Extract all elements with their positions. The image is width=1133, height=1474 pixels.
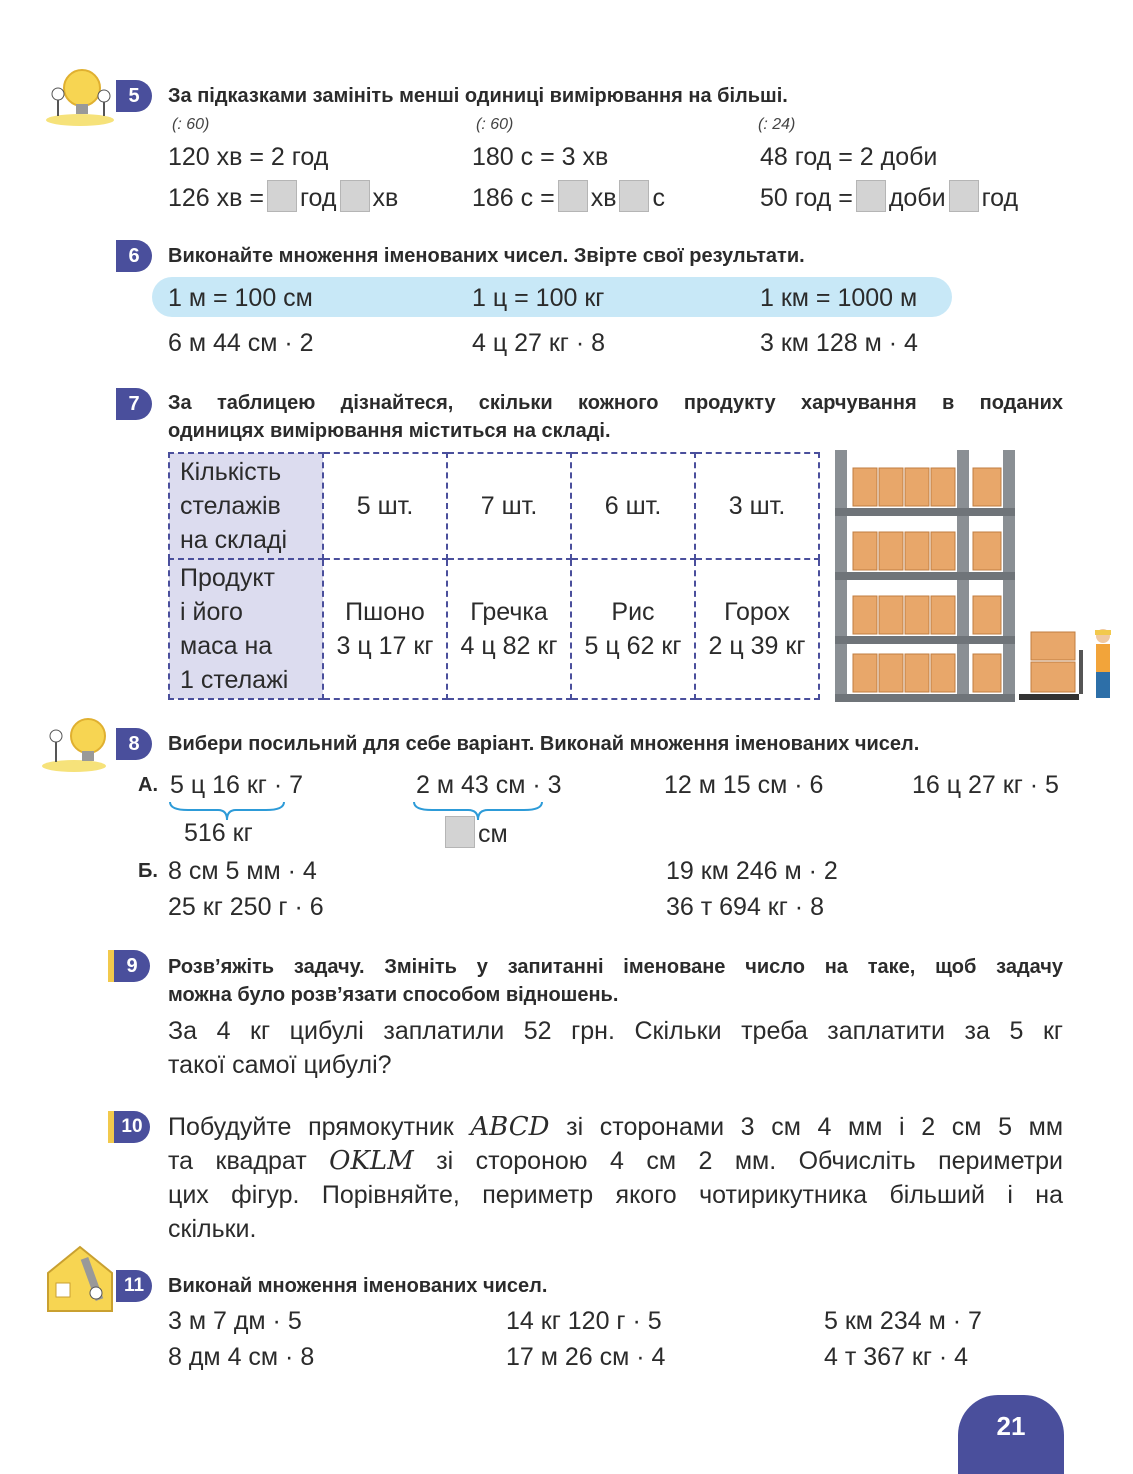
table-cell: 6 шт. <box>571 453 695 559</box>
equation: 48 год = 2 доби <box>760 143 938 171</box>
equation-part: 186 с = <box>472 184 555 212</box>
multiplication-task: 3 м 7 дм · 5 <box>168 1307 302 1335</box>
exercise-instruction: Вибери посильний для себе варіант. Виконай множення іменованих чисел. <box>168 733 920 755</box>
multiplication-task: 19 км 246 м · 2 <box>666 857 838 885</box>
equation-with-blanks <box>168 180 398 215</box>
instruction-line: Розв’яжіть задачу. Змініть у запитанні іменоване число на таке, щоб задачу <box>168 956 1063 978</box>
lightbulb-icon <box>40 714 112 777</box>
exercise-number-badge: 11 <box>116 1270 152 1302</box>
instruction-line: одиницях вимірювання міститься на складі. <box>168 420 611 442</box>
house-pencil-icon <box>44 1243 116 1318</box>
table-cell: 5 шт. <box>323 453 447 559</box>
instruction-line: можна було розв’язати способом відношень. <box>168 984 619 1006</box>
math-label: ABCD <box>470 1112 550 1142</box>
hint-label: (: 60) <box>476 116 514 133</box>
hint-label: (: 24) <box>758 116 796 133</box>
multiplication-task: 8 дм 4 см · 8 <box>168 1343 315 1371</box>
table-cell: Гречка 4 ц 82 кг <box>447 559 571 699</box>
multiplication-task: 14 кг 120 г · 5 <box>506 1307 662 1335</box>
exercise-instruction: Виконайте множення іменованих чисел. Звірте свої результати. <box>168 245 805 267</box>
equation-part: 126 хв = <box>168 184 264 212</box>
unit-label: см <box>478 820 508 848</box>
conversion-fact: 1 м = 100 см <box>168 284 313 312</box>
equation-part: 50 год = <box>760 184 853 212</box>
equation-with-blanks <box>760 180 1018 215</box>
lightbulb-icon <box>44 66 116 131</box>
answer-box[interactable] <box>267 180 297 212</box>
partial-result: 516 кг <box>184 819 253 847</box>
table-cell: Пшоно 3 ц 17 кг <box>323 559 447 699</box>
variant-label: Б. <box>138 860 158 882</box>
table-row-header: Кількість стелажів на складі <box>169 453 323 559</box>
multiplication-task: 3 км 128 м · 4 <box>760 329 918 357</box>
multiplication-task: 8 см 5 мм · 4 <box>168 857 317 885</box>
exercise-instruction <box>168 389 1063 445</box>
unit-label: год <box>299 184 337 212</box>
problem-text: Побудуйте прямокутник ABCD зі сторонами 3 см 4 мм і 2 см 5 мм та квадрат OKLM зі стороною 4 см 2 мм. Обчисліть периметри цих фігур. Порівняйте, периметр якого чотирикутника більший і на скільки. <box>168 1112 1064 1243</box>
unit-label: год <box>981 184 1019 212</box>
multiplication-task: 17 м 26 см · 4 <box>506 1343 666 1371</box>
hint-label: (: 60) <box>172 116 210 133</box>
instruction-line: За таблицею дізнайтеся, скільки кожного продукту харчування в поданих <box>168 392 1063 414</box>
exercise-instruction: За підказками замініть менші одиниці вимірювання на більші. <box>168 85 788 107</box>
exercise-number-badge: 8 <box>116 728 152 760</box>
problem-text: За 4 кг цибулі заплатили 52 грн. Скільки треба заплатити за 5 кг такої самої цибулі? <box>168 1017 1063 1079</box>
answer-box[interactable] <box>856 180 886 212</box>
answer-box[interactable] <box>949 180 979 212</box>
equation: 120 хв = 2 год <box>168 143 329 171</box>
table-cell: Горох 2 ц 39 кг <box>695 559 819 699</box>
multiplication-task: 4 ц 27 кг · 8 <box>472 329 606 357</box>
multiplication-task: 4 т 367 кг · 4 <box>824 1343 969 1371</box>
exercise-instruction <box>168 953 1063 1009</box>
multiplication-task: 6 м 44 см · 2 <box>168 329 314 357</box>
answer-box[interactable] <box>340 180 370 212</box>
answer-box[interactable] <box>558 180 588 212</box>
multiplication-task: 2 м 43 см · 3 <box>416 771 562 799</box>
multiplication-task: 25 кг 250 г · 6 <box>168 893 324 921</box>
exercise-number-badge: 6 <box>116 240 152 272</box>
unit-label: доби <box>888 184 946 212</box>
table-cell: 3 шт. <box>695 453 819 559</box>
unit-label: хв <box>372 184 399 212</box>
page-number: 21 <box>958 1395 1064 1474</box>
warehouse-table <box>168 452 820 700</box>
multiplication-task: 16 ц 27 кг · 5 <box>912 771 1059 799</box>
math-label: OKLM <box>329 1146 414 1176</box>
multiplication-task: 5 ц 16 кг · 7 <box>170 771 304 799</box>
table-cell: 7 шт. <box>447 453 571 559</box>
equation-with-blanks <box>472 180 665 215</box>
equation: 180 с = 3 хв <box>472 143 609 171</box>
exercise-number-badge: 9 <box>114 950 150 982</box>
warehouse-shelves-illustration <box>833 450 1125 707</box>
exercise-number-badge: 7 <box>116 388 152 420</box>
exercise-number-badge: 5 <box>116 80 152 112</box>
table-row-header: Продукт і його маса на 1 стелажі <box>169 559 323 699</box>
exercise-number-badge: 10 <box>114 1111 150 1143</box>
answer-box[interactable] <box>445 816 475 848</box>
table-cell: Рис 5 ц 62 кг <box>571 559 695 699</box>
answer-box[interactable] <box>619 180 649 212</box>
unit-label: с <box>652 184 665 212</box>
variant-label: А. <box>138 774 158 796</box>
unit-label: хв <box>590 184 617 212</box>
multiplication-task: 5 км 234 м · 7 <box>824 1307 982 1335</box>
multiplication-task: 36 т 694 кг · 8 <box>666 893 824 921</box>
conversion-fact: 1 ц = 100 кг <box>472 284 605 312</box>
conversion-fact: 1 км = 1000 м <box>760 284 918 312</box>
partial-result <box>442 816 508 851</box>
exercise-instruction: Виконай множення іменованих чисел. <box>168 1275 548 1297</box>
multiplication-task: 12 м 15 см · 6 <box>664 771 824 799</box>
